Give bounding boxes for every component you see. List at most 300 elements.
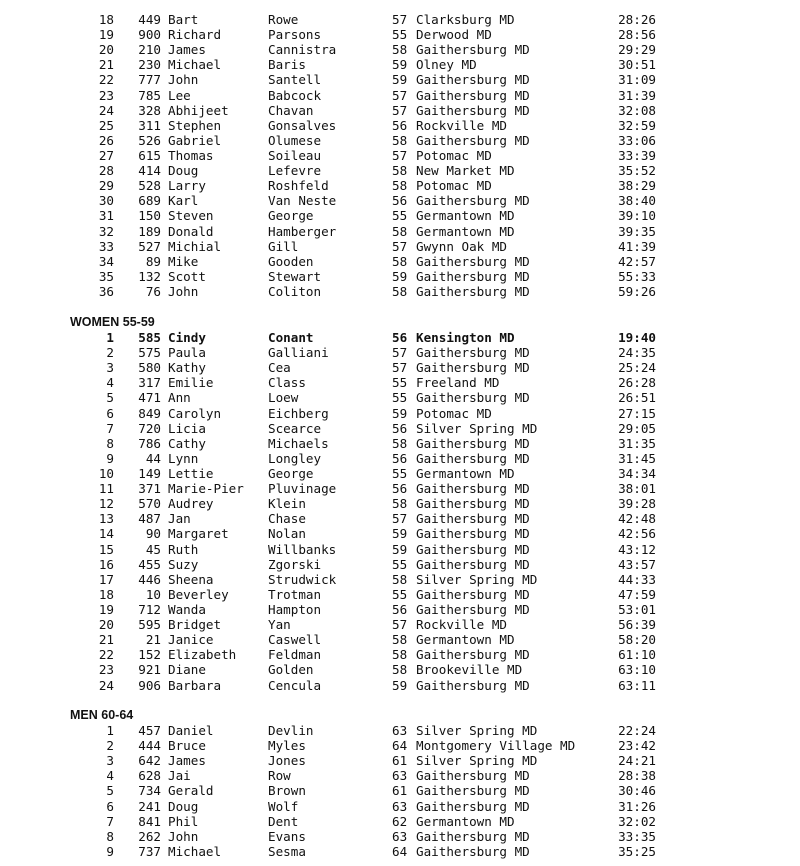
city-cell: Germantown MD (416, 813, 515, 829)
time-cell: 19:40 (618, 330, 656, 345)
first-cell: Barbara (168, 677, 222, 693)
city-cell: Gaithersburg MD (416, 132, 530, 148)
first-cell: John (168, 72, 199, 88)
section-header: MEN 60-64 (70, 708, 134, 722)
last-cell: Loew (268, 390, 299, 406)
bib-cell: 311 (138, 117, 161, 133)
city-cell: Clarksburg MD (416, 12, 515, 27)
city-cell: Germantown MD (416, 223, 515, 239)
city-cell: Brookeville MD (416, 662, 523, 678)
place-cell: 24 (98, 677, 114, 693)
first-cell: Gabriel (168, 132, 222, 148)
result-row (0, 330, 800, 345)
age-cell: 55 (392, 27, 408, 43)
first-cell: James (168, 753, 206, 769)
result-row (0, 254, 800, 269)
first-cell: Marie-Pier (168, 481, 244, 497)
bib-cell: 615 (138, 147, 161, 163)
last-cell: George (268, 465, 314, 481)
time-cell: 43:57 (618, 556, 656, 572)
first-cell: Lee (168, 87, 191, 103)
city-cell: Gwynn Oak MD (416, 238, 507, 254)
age-cell: 58 (392, 223, 408, 239)
first-cell: Phil (168, 813, 199, 829)
age-cell: 57 (392, 12, 408, 27)
time-cell: 26:51 (618, 390, 656, 406)
city-cell: Gaithersburg MD (416, 601, 530, 617)
time-cell: 30:46 (618, 783, 656, 799)
time-cell: 39:35 (618, 223, 656, 239)
section-header: WOMEN 55-59 (70, 315, 155, 329)
last-cell: Scearce (268, 420, 322, 436)
last-cell: Class (268, 375, 306, 391)
place-cell: 19 (98, 601, 114, 617)
age-cell: 64 (392, 738, 408, 754)
place-cell: 20 (98, 617, 114, 633)
result-row (0, 678, 800, 693)
first-cell: Carolyn (168, 405, 222, 421)
result-row (0, 193, 800, 208)
last-cell: Klein (268, 496, 306, 512)
city-cell: Gaithersburg MD (416, 435, 530, 451)
place-cell: 23 (98, 87, 114, 103)
age-cell: 59 (392, 541, 408, 557)
bib-cell: 786 (138, 435, 161, 451)
city-cell: Gaithersburg MD (416, 783, 530, 799)
age-cell: 56 (392, 330, 408, 345)
bib-cell: 906 (138, 677, 161, 693)
city-cell: Gaithersburg MD (416, 541, 530, 557)
last-cell: Gill (268, 238, 299, 254)
time-cell: 31:09 (618, 72, 656, 88)
bib-cell: 642 (138, 753, 161, 769)
first-cell: Abhijeet (168, 102, 229, 118)
time-cell: 35:52 (618, 163, 656, 179)
city-cell: Gaithersburg MD (416, 677, 530, 693)
age-cell: 59 (392, 57, 408, 73)
first-cell: Ann (168, 390, 191, 406)
first-cell: Emilie (168, 375, 214, 391)
first-cell: Daniel (168, 723, 214, 738)
first-cell: Lynn (168, 450, 199, 466)
city-cell: Rockville MD (416, 117, 507, 133)
result-row (0, 647, 800, 662)
result-row (0, 587, 800, 602)
place-cell: 7 (106, 813, 114, 829)
city-cell: Gaithersburg MD (416, 72, 530, 88)
place-cell: 24 (98, 102, 114, 118)
time-cell: 56:39 (618, 617, 656, 633)
city-cell: Silver Spring MD (416, 571, 538, 587)
place-cell: 4 (106, 768, 114, 784)
place-cell: 22 (98, 72, 114, 88)
city-cell: Silver Spring MD (416, 753, 538, 769)
place-cell: 6 (106, 405, 114, 421)
age-cell: 58 (392, 435, 408, 451)
results-list (0, 12, 800, 299)
time-cell: 33:39 (618, 147, 656, 163)
bib-cell: 528 (138, 178, 161, 194)
last-cell: Galliani (268, 345, 329, 361)
time-cell: 31:39 (618, 87, 656, 103)
age-cell: 62 (392, 813, 408, 829)
age-cell: 56 (392, 481, 408, 497)
last-cell: Rowe (268, 12, 299, 27)
time-cell: 32:59 (618, 117, 656, 133)
result-row (0, 57, 800, 72)
city-cell: Gaithersburg MD (416, 496, 530, 512)
age-cell: 55 (392, 208, 408, 224)
bib-cell: 328 (138, 102, 161, 118)
place-cell: 1 (106, 330, 114, 345)
city-cell: Gaithersburg MD (416, 526, 530, 542)
age-cell: 59 (392, 268, 408, 284)
bib-cell: 471 (138, 390, 161, 406)
first-cell: Richard (168, 27, 222, 43)
city-cell: Gaithersburg MD (416, 556, 530, 572)
place-cell: 15 (98, 541, 114, 557)
place-cell: 10 (98, 465, 114, 481)
first-cell: Mike (168, 253, 199, 269)
last-cell: Strudwick (268, 571, 337, 587)
result-row (0, 390, 800, 405)
time-cell: 43:12 (618, 541, 656, 557)
place-cell: 25 (98, 117, 114, 133)
first-cell: Michial (168, 238, 222, 254)
last-cell: Michaels (268, 435, 329, 451)
age-cell: 58 (392, 571, 408, 587)
time-cell: 27:15 (618, 405, 656, 421)
bib-cell: 89 (145, 253, 161, 269)
bib-cell: 230 (138, 57, 161, 73)
time-cell: 30:51 (618, 57, 656, 73)
time-cell: 33:35 (618, 828, 656, 844)
place-cell: 13 (98, 511, 114, 527)
time-cell: 61:10 (618, 647, 656, 663)
result-row (0, 88, 800, 103)
place-cell: 14 (98, 526, 114, 542)
last-cell: Devlin (268, 723, 314, 738)
bib-cell: 152 (138, 647, 161, 663)
first-cell: James (168, 42, 206, 58)
city-cell: Gaithersburg MD (416, 843, 530, 859)
time-cell: 38:29 (618, 178, 656, 194)
bib-cell: 849 (138, 405, 161, 421)
first-cell: John (168, 283, 199, 299)
result-row (0, 72, 800, 87)
city-cell: Potomac MD (416, 405, 492, 421)
first-cell: Stephen (168, 117, 222, 133)
place-cell: 12 (98, 496, 114, 512)
result-row (0, 572, 800, 587)
time-cell: 55:33 (618, 268, 656, 284)
result-row (0, 783, 800, 798)
time-cell: 63:11 (618, 677, 656, 693)
city-cell: Gaithersburg MD (416, 450, 530, 466)
city-cell: Gaithersburg MD (416, 42, 530, 58)
bib-cell: 900 (138, 27, 161, 43)
result-row (0, 602, 800, 617)
first-cell: Cathy (168, 435, 206, 451)
city-cell: Potomac MD (416, 147, 492, 163)
first-cell: Cindy (168, 330, 206, 345)
age-cell: 58 (392, 178, 408, 194)
bib-cell: 262 (138, 828, 161, 844)
result-row (0, 496, 800, 511)
first-cell: Donald (168, 223, 214, 239)
first-cell: Bart (168, 12, 199, 27)
place-cell: 2 (106, 738, 114, 754)
last-cell: Zgorski (268, 556, 322, 572)
section-men-60-64 (0, 708, 800, 859)
last-cell: Conant (268, 330, 314, 345)
first-cell: Wanda (168, 601, 206, 617)
first-cell: Bruce (168, 738, 206, 754)
bib-cell: 444 (138, 738, 161, 754)
time-cell: 42:57 (618, 253, 656, 269)
time-cell: 63:10 (618, 662, 656, 678)
city-cell: Derwood MD (416, 27, 492, 43)
last-cell: Cannistra (268, 42, 337, 58)
place-cell: 5 (106, 783, 114, 799)
first-cell: Licia (168, 420, 206, 436)
result-row (0, 148, 800, 163)
bib-cell: 414 (138, 163, 161, 179)
bib-cell: 149 (138, 465, 161, 481)
result-row (0, 284, 800, 299)
age-cell: 57 (392, 87, 408, 103)
bib-cell: 575 (138, 345, 161, 361)
time-cell: 42:56 (618, 526, 656, 542)
first-cell: John (168, 828, 199, 844)
time-cell: 42:48 (618, 511, 656, 527)
age-cell: 61 (392, 753, 408, 769)
result-row (0, 208, 800, 223)
age-cell: 55 (392, 586, 408, 602)
time-cell: 41:39 (618, 238, 656, 254)
result-row (0, 103, 800, 118)
last-cell: Chase (268, 511, 306, 527)
place-cell: 18 (98, 586, 114, 602)
time-cell: 24:35 (618, 345, 656, 361)
city-cell: Germantown MD (416, 632, 515, 648)
last-cell: Van Neste (268, 193, 337, 209)
last-cell: Caswell (268, 632, 322, 648)
place-cell: 27 (98, 147, 114, 163)
place-cell: 34 (98, 253, 114, 269)
bib-cell: 457 (138, 723, 161, 738)
age-cell: 55 (392, 375, 408, 391)
place-cell: 22 (98, 647, 114, 663)
first-cell: Jai (168, 768, 191, 784)
result-row (0, 632, 800, 647)
age-cell: 64 (392, 843, 408, 859)
place-cell: 8 (106, 435, 114, 451)
result-row (0, 768, 800, 783)
bib-cell: 487 (138, 511, 161, 527)
last-cell: Santell (268, 72, 322, 88)
result-row (0, 421, 800, 436)
bib-cell: 595 (138, 617, 161, 633)
city-cell: Gaithersburg MD (416, 283, 530, 299)
city-cell: Gaithersburg MD (416, 647, 530, 663)
time-cell: 31:26 (618, 798, 656, 814)
city-cell: Rockville MD (416, 617, 507, 633)
city-cell: Gaithersburg MD (416, 586, 530, 602)
last-cell: Cencula (268, 677, 322, 693)
first-cell: Doug (168, 798, 199, 814)
place-cell: 21 (98, 632, 114, 648)
last-cell: Willbanks (268, 541, 337, 557)
result-row (0, 799, 800, 814)
last-cell: Sesma (268, 843, 306, 859)
place-cell: 6 (106, 798, 114, 814)
result-row (0, 118, 800, 133)
result-row (0, 239, 800, 254)
time-cell: 38:01 (618, 481, 656, 497)
result-row (0, 738, 800, 753)
first-cell: Scott (168, 268, 206, 284)
bib-cell: 921 (138, 662, 161, 678)
city-cell: Gaithersburg MD (416, 102, 530, 118)
result-row (0, 406, 800, 421)
age-cell: 58 (392, 132, 408, 148)
age-cell: 55 (392, 465, 408, 481)
first-cell: Gerald (168, 783, 214, 799)
last-cell: Roshfeld (268, 178, 329, 194)
first-cell: Elizabeth (168, 647, 237, 663)
bib-cell: 10 (145, 586, 161, 602)
first-cell: Janice (168, 632, 214, 648)
bib-cell: 21 (145, 632, 161, 648)
last-cell: Wolf (268, 798, 299, 814)
last-cell: Nolan (268, 526, 306, 542)
time-cell: 31:35 (618, 435, 656, 451)
first-cell: Michael (168, 57, 222, 73)
place-cell: 9 (106, 450, 114, 466)
result-row (0, 466, 800, 481)
first-cell: Lettie (168, 465, 214, 481)
last-cell: Stewart (268, 268, 322, 284)
section-men-55-59-continued (0, 12, 800, 299)
last-cell: Jones (268, 753, 306, 769)
first-cell: Jan (168, 511, 191, 527)
age-cell: 57 (392, 102, 408, 118)
age-cell: 57 (392, 238, 408, 254)
bib-cell: 580 (138, 360, 161, 376)
age-cell: 56 (392, 450, 408, 466)
age-cell: 58 (392, 632, 408, 648)
result-row (0, 360, 800, 375)
last-cell: Brown (268, 783, 306, 799)
result-row (0, 829, 800, 844)
bib-cell: 44 (145, 450, 161, 466)
bib-cell: 45 (145, 541, 161, 557)
last-cell: Pluvinage (268, 481, 337, 497)
place-cell: 29 (98, 178, 114, 194)
result-row (0, 436, 800, 451)
city-cell: Gaithersburg MD (416, 268, 530, 284)
bib-cell: 720 (138, 420, 161, 436)
time-cell: 34:34 (618, 465, 656, 481)
city-cell: Gaithersburg MD (416, 511, 530, 527)
city-cell: Gaithersburg MD (416, 87, 530, 103)
time-cell: 28:56 (618, 27, 656, 43)
place-cell: 1 (106, 723, 114, 738)
age-cell: 59 (392, 526, 408, 542)
place-cell: 11 (98, 481, 114, 497)
last-cell: Gonsalves (268, 117, 337, 133)
place-cell: 17 (98, 571, 114, 587)
last-cell: Gooden (268, 253, 314, 269)
city-cell: Potomac MD (416, 178, 492, 194)
result-row (0, 814, 800, 829)
place-cell: 26 (98, 132, 114, 148)
place-cell: 7 (106, 420, 114, 436)
age-cell: 56 (392, 117, 408, 133)
place-cell: 18 (98, 12, 114, 27)
result-row (0, 345, 800, 360)
last-cell: George (268, 208, 314, 224)
place-cell: 9 (106, 843, 114, 859)
result-row (0, 617, 800, 632)
first-cell: Steven (168, 208, 214, 224)
place-cell: 4 (106, 375, 114, 391)
city-cell: Gaithersburg MD (416, 390, 530, 406)
city-cell: New Market MD (416, 163, 515, 179)
time-cell: 32:08 (618, 102, 656, 118)
city-cell: Gaithersburg MD (416, 193, 530, 209)
place-cell: 8 (106, 828, 114, 844)
first-cell: Suzy (168, 556, 199, 572)
time-cell: 38:40 (618, 193, 656, 209)
first-cell: Diane (168, 662, 206, 678)
time-cell: 29:29 (618, 42, 656, 58)
bib-cell: 570 (138, 496, 161, 512)
result-row (0, 557, 800, 572)
age-cell: 55 (392, 390, 408, 406)
place-cell: 20 (98, 42, 114, 58)
place-cell: 35 (98, 268, 114, 284)
first-cell: Ruth (168, 541, 199, 557)
age-cell: 61 (392, 783, 408, 799)
time-cell: 29:05 (618, 420, 656, 436)
bib-cell: 841 (138, 813, 161, 829)
last-cell: Row (268, 768, 291, 784)
bib-cell: 526 (138, 132, 161, 148)
last-cell: Lefevre (268, 163, 322, 179)
bib-cell: 737 (138, 843, 161, 859)
first-cell: Bridget (168, 617, 222, 633)
place-cell: 5 (106, 390, 114, 406)
place-cell: 31 (98, 208, 114, 224)
bib-cell: 132 (138, 268, 161, 284)
time-cell: 22:24 (618, 723, 656, 738)
time-cell: 25:24 (618, 360, 656, 376)
last-cell: Longley (268, 450, 322, 466)
last-cell: Parsons (268, 27, 322, 43)
first-cell: Beverley (168, 586, 229, 602)
age-cell: 59 (392, 72, 408, 88)
bib-cell: 446 (138, 571, 161, 587)
last-cell: Feldman (268, 647, 322, 663)
city-cell: Silver Spring MD (416, 723, 538, 738)
last-cell: Chavan (268, 102, 314, 118)
first-cell: Paula (168, 345, 206, 361)
age-cell: 56 (392, 601, 408, 617)
place-cell: 33 (98, 238, 114, 254)
place-cell: 23 (98, 662, 114, 678)
